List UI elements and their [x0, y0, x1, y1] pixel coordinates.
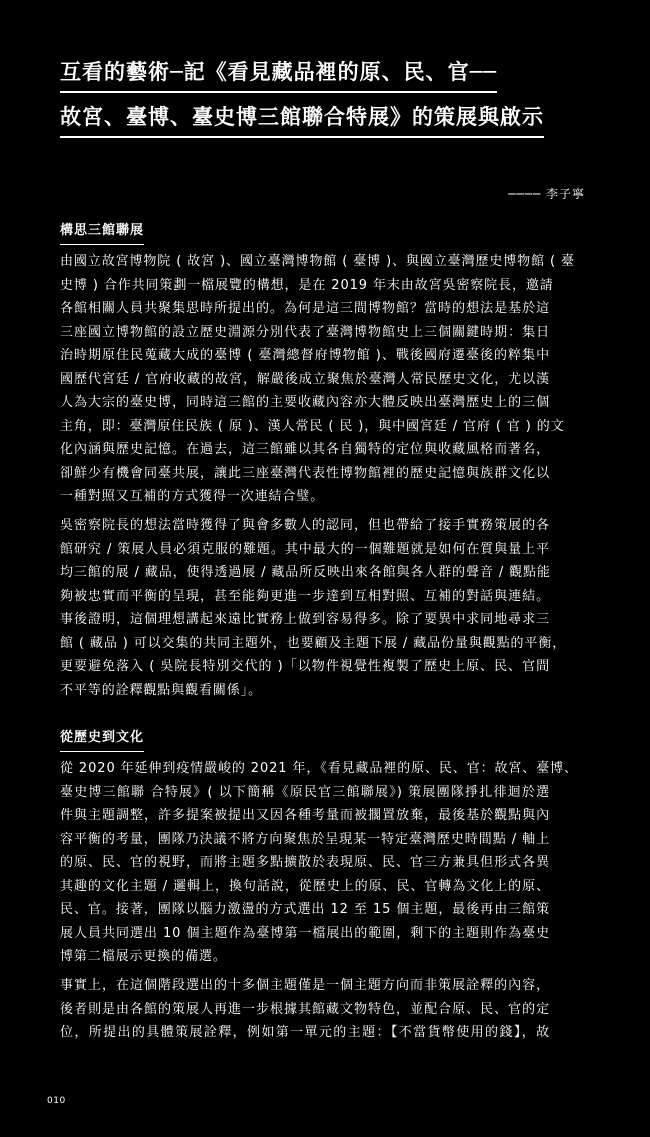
text-line: 三座國立博物館的設立歷史淵源分別代表了臺灣博物館史上三個關鍵時期：集日: [60, 324, 550, 340]
text-line: 事實上，在這個階段選出的十多個主題僅是一個主題方向而非策展詮釋的內容，: [60, 978, 550, 993]
text-line: 均三館的展 / 藏品，使得透過展 / 藏品所反映出來各館與各人群的聲音 / 觀點能: [60, 565, 551, 580]
text-line: 人為大宗的臺史博，同時這三館的主要收藏內容亦大體反映出臺灣歷史上的三個: [60, 395, 550, 410]
text-line: 館 ( 藏品 ) 可以交集的共同主題外，也要顧及主題下展 / 藏品份量與觀點的平衡，: [60, 635, 567, 651]
text-line: 主角，即：臺灣原住民族 ( 原 )、漢人常民 ( 民 )，與中國宮廷 / 官府 ( 官 ) 的文: [60, 418, 565, 434]
section-heading-1: 構思三館聯展: [60, 219, 144, 245]
text-line: 事後證明，這個理想講起來遠比實務上做到容易得多。除了要異中求同地尋求三: [60, 612, 550, 627]
section-heading-2: 從歷史到文化: [60, 726, 144, 752]
text-line: 博第二檔展示更換的備選。: [60, 949, 227, 964]
text-line: 不平等的詮釋觀點與觀看關係」。: [60, 682, 263, 698]
text-line: 其趣的文化主題 / 邏輯上，換句話說，從歷史上的原、民、官轉為文化上的原、: [60, 878, 550, 894]
text-line: 吳密察院長的想法當時獲得了與會多數人的認同，但也帶給了接手實務策展的各: [60, 518, 550, 533]
text-line: 位，所提出的具體策展詮釋，例如第一單元的主題：【不當貨幣使用的錢】，故: [60, 1025, 550, 1040]
text-line: 各館相關人員共聚集思時所提出的。為何是這三間博物館？當時的想法是基於這: [60, 301, 550, 316]
text-line: 一種對照又互補的方式獲得一次連結合璧。: [60, 489, 325, 504]
text-line: 更要避免落入 ( 吳院長特別交代的 )「以物件視覺性複製了歷史上原、民、官間: [60, 659, 550, 674]
paragraph-3: [60, 757, 578, 969]
title-line-2: 故宮、臺博、臺史博三館聯合特展》的策展與啟示: [60, 103, 544, 138]
text-line: 件與主題調整，許多提案被提出又因各種考量而被擱置放棄，最後基於觀點與內: [60, 808, 550, 823]
author-byline: ──── 李子寧: [508, 187, 585, 201]
text-line: 容平衡的考量，團隊乃決議不將方向聚焦於呈現某一特定臺灣歷史時間點 / 軸上: [60, 831, 550, 847]
text-line: 化內涵與歷史記憶。在過去，這三館雖以其各自獨特的定位與收藏風格而著名，: [60, 442, 550, 457]
text-line: 民、官。接著，團隊以腦力激盪的方式選出 12 至 15 個主題，最後再由三館策: [60, 902, 550, 917]
article-title: [60, 58, 600, 138]
title-line-1: 互看的藝術─記《看見藏品裡的原、民、官──: [60, 58, 497, 93]
text-line: 治時期原住民蒐藏大成的臺博 ( 臺灣總督府博物館 )、戰後國府遷臺後的粹集中: [60, 348, 550, 363]
text-line: 的原、民、官的視野，而將主題多點擴散於表現原、民、官三方兼具但形式各異: [60, 855, 550, 870]
text-line: 臺史博三館聯 合特展》( 以下簡稱《原民官三館聯展》) 策展團隊掙扎徘迴於選: [60, 784, 550, 800]
text-line: 卻鮮少有機會同臺共展，讓此三座臺灣代表性博物館裡的歷史記憶與族群文化以: [60, 465, 550, 481]
text-line: 後者則是由各館的策展人再進一步根據其館藏文物特色，並配合原、民、官的定: [60, 1001, 550, 1017]
text-line: 夠被忠實而平衡的呈現，甚至能夠更進一步達到互相對照、互補的對話與連結。: [60, 588, 550, 604]
text-line: 由國立故宮博物院 ( 故宮 )、國立臺灣博物館 ( 臺博 )、與國立臺灣歷史博物館 ( 臺: [60, 254, 575, 269]
text-line: 史博 ) 合作共同策劃一檔展覽的構想，是在 2019 年末由故宮吳密察院長，邀請: [60, 277, 554, 293]
text-line: 展人員共同選出 10 個主題作為臺博第一檔展出的範圍，剩下的主題則作為臺史: [60, 925, 550, 941]
paragraph-4: [60, 974, 550, 1045]
text-line: 館研究 / 策展人員必須克服的難題。其中最大的一個難題就是如何在質與量上平: [60, 541, 550, 557]
paragraph-2: [60, 514, 567, 702]
page-number: 010: [47, 1096, 66, 1106]
paragraph-1: [60, 250, 575, 509]
text-line: 從 2020 年延伸到疫情嚴峻的 2021 年，《看見藏品裡的原、民、官：故宮、臺博、: [60, 761, 578, 776]
text-line: 國歷代宮廷 / 官府收藏的故宮，解嚴後成立聚焦於臺灣人常民歷史文化，尤以漢: [60, 371, 550, 387]
